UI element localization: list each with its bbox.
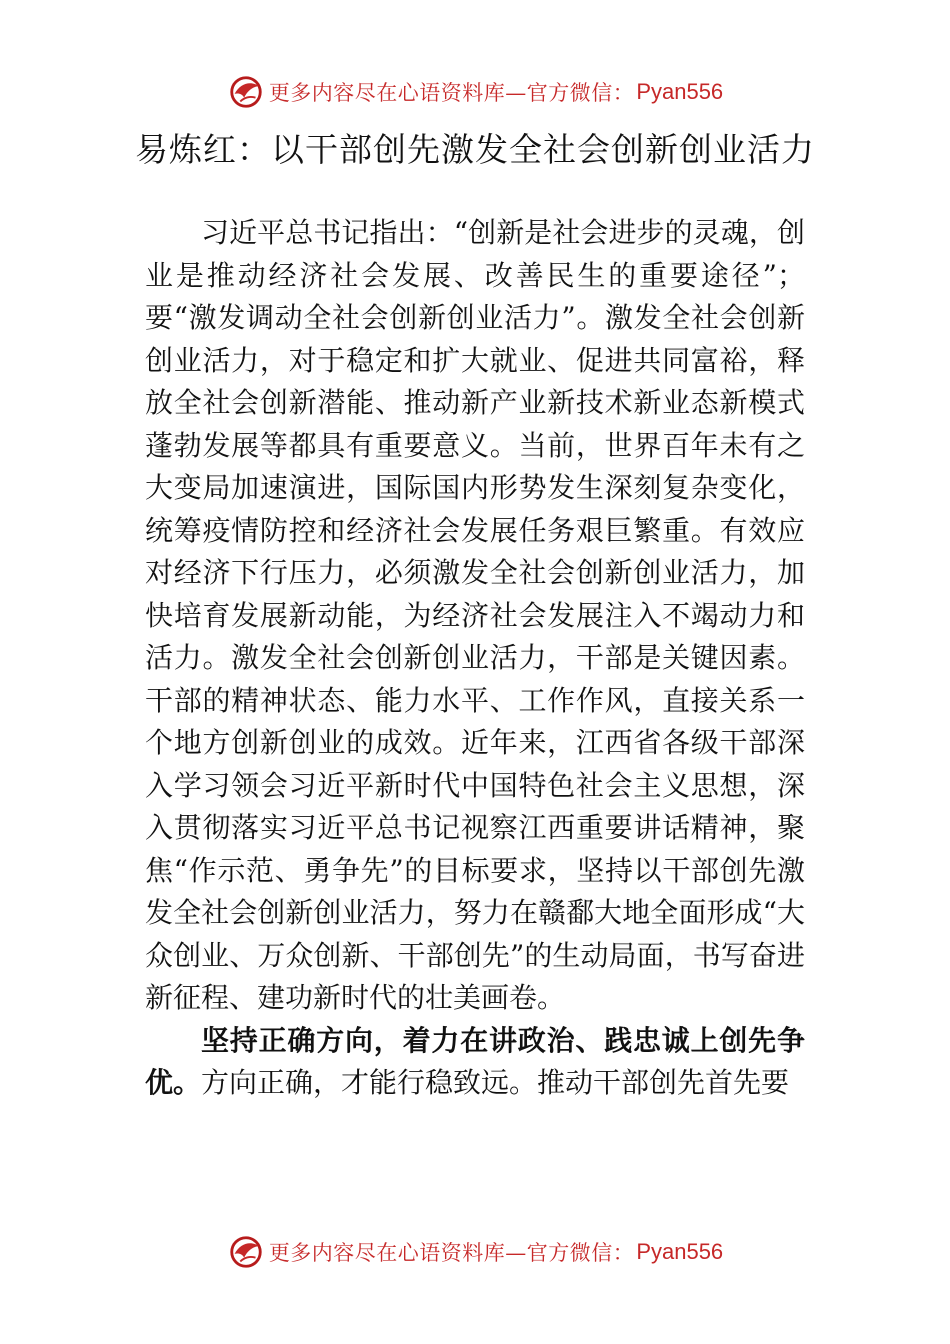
logo-icon — [227, 1233, 265, 1271]
banner-text: 更多内容尽在心语资料库—官方微信： — [268, 81, 635, 105]
paragraph-2 — [145, 1020, 805, 1105]
article-body — [145, 212, 805, 1105]
banner-wechat-id: Pyan556 — [636, 79, 724, 104]
banner-wechat-id: Pyan556 — [636, 1239, 724, 1264]
header-banner — [0, 70, 950, 114]
paragraph-2-text: 方向正确，才能行稳致远。推动干部创先首先要 — [201, 1066, 790, 1099]
logo-icon — [227, 73, 265, 111]
page-title: 易炼红：以干部创先激发全社会创新创业活力 — [135, 130, 815, 169]
paragraph-1-text: 习近平总书记指出：“创新是社会进步的灵魂，创业是推动经济社会发展、改善民生的重要途径”；要“激发调动全社会创新创业活力”。激发全社会创新创业活力，对于稳定和扩大就业、促进共同富裕，释放全社会创新潜能、推动新产业新技术新业态新模式蓬勃发展等都具有重要意义。当前，世界百年未有之大变局加速演进，国际国内形势发生深刻复杂变化，统筹疫情防控和经济社会发展任务艰巨繁重。有效应对经济下行压力，必须激发全社会创新创业活力，加快培育发展新动能，为经济社会发展注入不竭动力和活力。激发全社会创新创业活力，干部是关键因素。干部的精神状态、能力水平、工作作风，直接关系一个地方创新创业的成效。近年来，江西省各级干部深入学习领会习近平新时代中国特色社会主义思想，深入贯彻落实习近平总书记视察江西重要讲话精神，聚焦“作示范、勇争先”的目标要求，坚持以干部创先激发全社会创新创业活力，努力在赣鄱大地全面形成“大众创业、万众创新、干部创先”的生动局面，书写奋进新征程、建功新时代的壮美画卷。 — [145, 216, 805, 1014]
paragraph-1 — [145, 212, 805, 1020]
paragraph-2-lead: 坚持正确方向，着力在讲政治、践忠诚上创先争优。 — [145, 1023, 805, 1099]
banner-text: 更多内容尽在心语资料库—官方微信： — [268, 1241, 635, 1265]
footer-banner — [0, 1230, 950, 1274]
